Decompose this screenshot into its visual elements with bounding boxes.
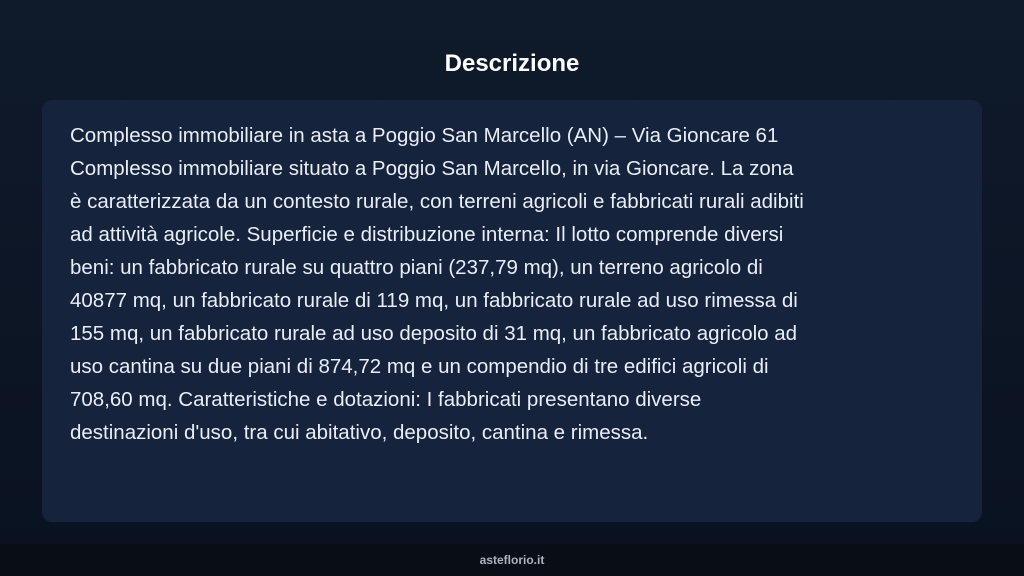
description-line: destinazioni d'uso, tra cui abitativo, deposito, cantina e rimessa.: [70, 421, 649, 444]
description-line: è caratterizzata da un contesto rurale, con terreni agricoli e fabbricati rurali adibiti: [70, 190, 804, 213]
footer-site-link[interactable]: asteflorio.it: [479, 553, 545, 567]
description-line: Complesso immobiliare in asta a Poggio San Marcello (AN) – Via Gioncare 61: [70, 124, 779, 147]
description-line: Complesso immobiliare situato a Poggio San Marcello, in via Gioncare. La zona: [70, 157, 794, 180]
description-line: 155 mq, un fabbricato rurale ad uso deposito di 31 mq, un fabbricato agricolo ad: [70, 322, 798, 345]
description-line: 40877 mq, un fabbricato rurale di 119 mq, un fabbricato rurale ad uso rimessa di: [70, 289, 798, 312]
description-line: 708,60 mq. Caratteristiche e dotazioni: I fabbricati presentano diverse: [70, 388, 702, 411]
description-line: ad attività agricole. Superficie e distribuzione interna: Il lotto comprende diversi: [70, 223, 784, 246]
page-title: Descrizione: [444, 50, 580, 77]
description-panel: [42, 100, 982, 522]
description-line: beni: un fabbricato rurale su quattro piani (237,79 mq), un terreno agricolo di: [70, 256, 763, 279]
footer-bar: [0, 544, 1024, 576]
description-line: uso cantina su due piani di 874,72 mq e un compendio di tre edifici agricoli di: [70, 355, 769, 378]
description-text: [70, 119, 954, 449]
